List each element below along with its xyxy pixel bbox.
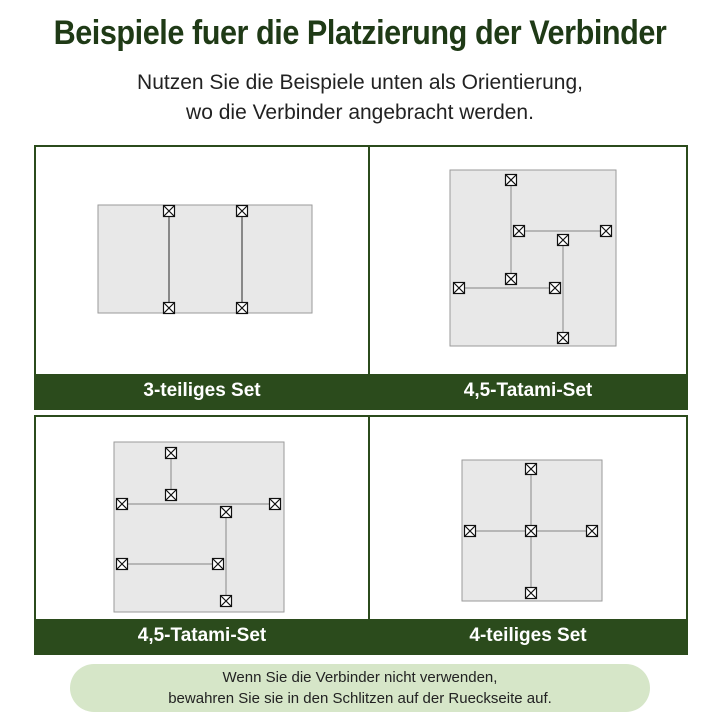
subtitle-line-1: Nutzen Sie die Beispiele unten als Orientierung, [137, 71, 583, 94]
connector-icon [558, 235, 569, 246]
page-subtitle [0, 68, 720, 128]
connector-icon [526, 588, 537, 599]
storage-note [70, 664, 650, 712]
note-line-2: bewahren Sie sie in den Schlitzen auf der Rueckseite auf. [168, 690, 552, 707]
layout-diagram [36, 417, 368, 617]
connector-icon [221, 596, 232, 607]
layout-diagram [370, 417, 686, 617]
tatami-mat [114, 442, 284, 612]
panel-label: 3-teiliges Set [36, 374, 368, 408]
connector-icon [550, 283, 561, 294]
connector-icon [587, 526, 598, 537]
panel-3-teiliges-set [34, 145, 370, 410]
connector-icon [166, 448, 177, 459]
connector-icon [514, 226, 525, 237]
connector-icon [117, 559, 128, 570]
connector-icon [213, 559, 224, 570]
connector-icon [237, 206, 248, 217]
connector-icon [454, 283, 465, 294]
panel-label: 4-teiliges Set [370, 619, 686, 653]
connector-icon [506, 274, 517, 285]
connector-icon [526, 526, 537, 537]
panel-label: 4,5-Tatami-Set [36, 619, 368, 653]
connector-icon [237, 303, 248, 314]
panel-4-5-tatami-set-alt [34, 415, 370, 655]
connector-icon [117, 499, 128, 510]
panel-4-5-tatami-set [368, 145, 688, 410]
subtitle-line-2: wo die Verbinder angebracht werden. [186, 101, 534, 124]
connector-icon [164, 303, 175, 314]
connector-icon [221, 507, 232, 518]
connector-icon [601, 226, 612, 237]
layout-diagram [36, 147, 368, 372]
connector-icon [166, 490, 177, 501]
tatami-mat [98, 205, 312, 313]
tatami-mat [450, 170, 616, 346]
page-title: Beispiele fuer die Platzierung der Verbinder [53, 14, 667, 52]
connector-icon [506, 175, 517, 186]
connector-icon [526, 464, 537, 475]
connector-icon [558, 333, 569, 344]
connector-icon [270, 499, 281, 510]
connector-icon [164, 206, 175, 217]
connector-icon [465, 526, 476, 537]
panel-4-teiliges-set [368, 415, 688, 655]
panel-label: 4,5-Tatami-Set [370, 374, 686, 408]
layout-diagram [370, 147, 686, 372]
note-line-1: Wenn Sie die Verbinder nicht verwenden, [222, 669, 498, 686]
